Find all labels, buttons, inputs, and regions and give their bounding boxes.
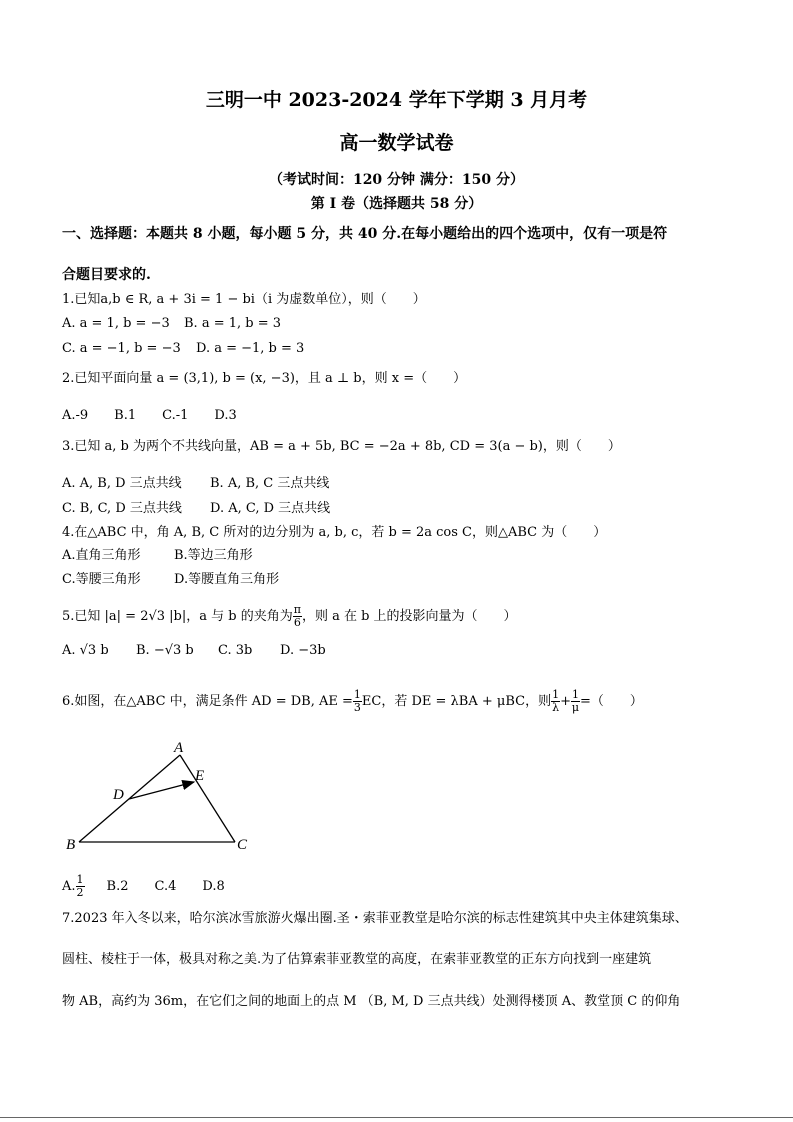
q6-option-a-fraction [76,874,85,899]
q4-option-b: B.等边三角形 [174,548,253,563]
q1-option-b: B. a = 1, b = 3 [184,316,282,331]
q1-option-c: C. a = −1, b = −3 [62,341,181,356]
page-bottom-rule [0,1117,793,1118]
label-a: A [174,740,184,756]
part-heading: 第 I 卷（选择题共 58 分） [310,196,483,212]
q3-options-row2 [62,501,330,517]
label-d: D [113,787,124,803]
exam-subtitle: 高一数学试卷 [339,132,454,154]
q6-frac3-den: μ [571,701,580,714]
q6-stem-pre: 6.如图，在△ABC 中，满足条件 AD = DB, AE = [62,694,353,709]
q3-options-row1 [62,476,329,492]
q5-option-b: B. −√3 b [136,643,194,658]
q6-option-a-label: A. [62,879,76,894]
q4-options-row2 [62,572,279,588]
q1-option-a: A. a = 1, b = −3 [62,316,170,331]
q3-stem: 3.已知 a, b 为两个不共线向量，AB = a + 5b, BC = −2a + 8b, CD = 3(a − b)，则（ ） [62,439,621,454]
q6-stem [62,688,643,716]
q6-frac1-num: 1 [353,688,361,701]
q7-line2: 圆柱、棱柱于一体，极具对称之美.为了估算索菲亚教堂的高度，在索菲亚教堂的正东方向找到一座建筑 [62,952,652,967]
q7-line1: 7.2023 年入冬以来，哈尔滨冰雪旅游火爆出圈.圣・索菲亚教堂是哈尔滨的标志性建筑其中央主体建筑集球、 [62,911,688,926]
q6-opt-a-den: 2 [76,886,84,899]
q6-stem-post: =（ ） [580,694,643,709]
q6-stem-mid: EC，若 DE = λBA + μBC，则 [361,694,552,709]
q3-option-c: C. B, C, D 三点共线 [62,501,182,516]
q5-frac-num: π [293,603,301,616]
section-intro-line2: 合题目要求的. [62,267,151,283]
q6-frac-one-over-mu [571,689,580,714]
q5-stem [62,604,517,629]
q1-stem: 1.已知a,b ∈ R, a + 3i = 1 − bi（i 为虚数单位），则（ ） [62,292,426,307]
q6-triangle-figure [60,738,260,860]
q4-option-c: C.等腰三角形 [62,572,141,587]
q7-line3: 物 AB，高约为 36m，在它们之间的地面上的点 M （B, M, D 三点共线）处测得楼顶 A、教堂顶 C 的仰角 [62,994,681,1009]
q3-option-b: B. A, B, C 三点共线 [210,476,330,491]
q5-option-c: C. 3b [218,643,253,658]
side-ac [180,755,235,842]
q4-option-d: D.等腰直角三角形 [174,572,280,587]
q5-stem-pre: 5.已知 |a| = 2√3 |b|，a 与 b 的夹角为 [62,609,293,624]
q6-opt-a-num: 1 [76,873,84,886]
q5-option-d: D. −3b [280,643,326,658]
q5-option-a: A. √3 b [62,643,109,658]
q3-option-a: A. A, B, D 三点共线 [62,476,182,491]
q1-option-d: D. a = −1, b = 3 [196,341,305,356]
q6-frac3-num: 1 [572,688,579,701]
exam-title: 三明一中 2023-2024 学年下学期 3 月月考 [205,89,588,111]
q2-stem: 2.已知平面向量 a = (3,1), b = (x, −3)，且 a ⊥ b，则 x =（ ） [62,371,467,386]
q5-frac-den: 6 [293,616,301,629]
section-intro-line1: 一、选择题：本题共 8 小题，每小题 5 分，共 40 分.在每小题给出的四个选项中，仅有一项是符 [62,226,668,242]
label-c: C [237,837,248,853]
q5-stem-post: ，则 a 在 b 上的投影向量为（ ） [301,609,517,624]
q5-options [62,643,326,659]
q6-frac-one-over-lambda [551,689,560,714]
exam-info: （考试时间：120 分钟 满分：150 分） [268,172,525,188]
label-e: E [195,768,205,784]
q6-plus: + [560,694,571,709]
q1-options-row1 [62,316,281,332]
q6-frac-one-third [353,689,362,714]
q6-options-rest: B.2 C.4 D.8 [106,879,225,894]
q4-stem: 4.在△ABC 中，角 A, B, C 所对的边分别为 a, b, c，若 b = 2a cos C，则△ABC 为（ ） [62,525,607,540]
q1-options-row2 [62,341,304,357]
label-b: B [66,837,76,853]
q4-option-a: A.直角三角形 [62,548,141,563]
q2-options: A.-9 B.1 C.-1 D.3 [62,408,237,423]
q6-frac1-den: 3 [353,701,361,714]
q4-options-row1 [62,548,253,564]
q6-frac2-den: λ [552,701,560,714]
q6-frac2-num: 1 [552,688,560,701]
q5-angle-fraction [293,604,302,629]
q6-options [62,872,225,902]
q3-option-d: D. A, C, D 三点共线 [210,501,331,516]
